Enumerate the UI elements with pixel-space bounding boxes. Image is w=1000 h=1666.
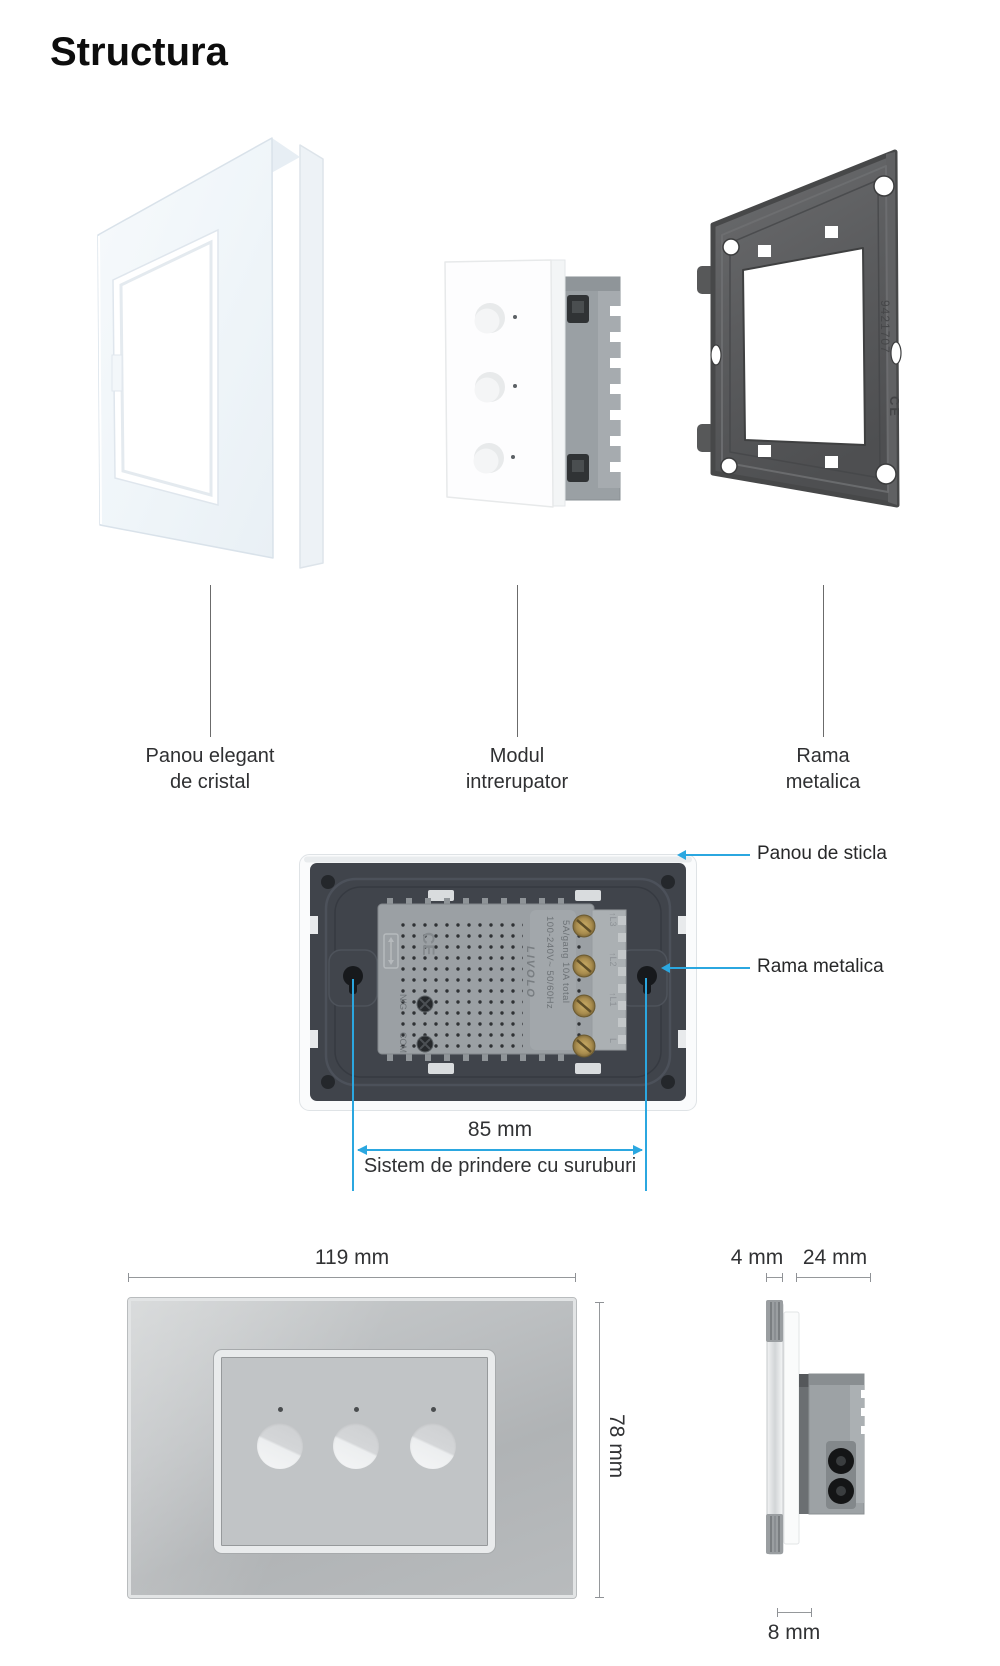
front-view-glass-panel bbox=[128, 1298, 576, 1598]
front-height-dimension: 78 mm bbox=[605, 1414, 628, 1479]
panel-thickness-dimension: 8 mm bbox=[767, 1621, 821, 1644]
terminal-ng-label: N/G bbox=[398, 994, 408, 1011]
side-module bbox=[799, 1374, 867, 1514]
terminal-l2-label: ↑L2 bbox=[608, 952, 618, 967]
module-ce-mark: CE bbox=[419, 932, 438, 956]
module-ratings-1: 100-240V~ 50/60Hz bbox=[544, 916, 555, 1010]
callout-arrow-glass-panel bbox=[686, 854, 750, 856]
metal-frame-illustration bbox=[650, 140, 910, 520]
module-ratings-2: 5A/gang 10A total bbox=[560, 920, 571, 1004]
touch-indicator-dot-3 bbox=[431, 1407, 436, 1412]
terminal-l-label: L bbox=[608, 1038, 618, 1044]
terminal-l3-label: ↑L3 bbox=[608, 912, 618, 927]
bottom-mounting-clip bbox=[766, 1514, 783, 1554]
front-width-dimension: 119 mm bbox=[314, 1246, 390, 1269]
touch-button-1 bbox=[257, 1423, 303, 1469]
glass-thickness-line bbox=[766, 1277, 783, 1278]
terminal-l1-label: ↑L1 bbox=[608, 992, 618, 1007]
panel-thickness-line bbox=[777, 1612, 812, 1613]
connector-line-module bbox=[517, 585, 518, 737]
switch-module-illustration bbox=[430, 248, 630, 518]
front-height-line bbox=[599, 1302, 600, 1598]
screw-spacing-dimension: 85 mm bbox=[467, 1118, 533, 1141]
glass-frame-illustration bbox=[85, 115, 330, 575]
connector-line-glass-frame bbox=[210, 585, 211, 737]
touch-indicator-dot-2 bbox=[354, 1407, 359, 1412]
touch-button-3 bbox=[410, 1423, 456, 1469]
callout-arrow-metal-frame bbox=[670, 967, 750, 969]
callout-metal-frame: Rama metalica bbox=[757, 956, 884, 977]
top-mounting-clip bbox=[766, 1300, 783, 1342]
metal-frame-ce-mark: CE bbox=[887, 396, 902, 419]
metal-frame-serial: 9421707 bbox=[878, 300, 892, 354]
side-view-illustration bbox=[762, 1295, 882, 1560]
screw-spacing-arrow bbox=[358, 1149, 642, 1151]
touch-button-2 bbox=[333, 1423, 379, 1469]
terminal-com-label: COM bbox=[398, 1032, 408, 1053]
back-module bbox=[378, 898, 626, 1061]
glass-thickness-dimension: 4 mm bbox=[730, 1246, 784, 1269]
back-view-illustration bbox=[299, 854, 697, 1112]
front-width-line bbox=[128, 1277, 576, 1278]
page-title: Structura bbox=[50, 30, 228, 74]
module-depth-dimension: 24 mm bbox=[802, 1246, 868, 1269]
module-depth-line bbox=[796, 1277, 871, 1278]
switch-module-label: Modul intrerupator bbox=[465, 745, 569, 793]
touch-indicator-dot-1 bbox=[278, 1407, 283, 1412]
metal-frame-label: Rama metalica bbox=[785, 745, 861, 793]
connector-line-metal-frame bbox=[823, 585, 824, 737]
callout-glass-panel: Panou de sticla bbox=[757, 843, 887, 864]
screw-spacing-note: Sistem de prindere cu suruburi bbox=[363, 1155, 637, 1177]
glass-frame-label: Panou elegant de cristal bbox=[145, 745, 275, 793]
module-brand: LIVOLO bbox=[524, 946, 536, 999]
